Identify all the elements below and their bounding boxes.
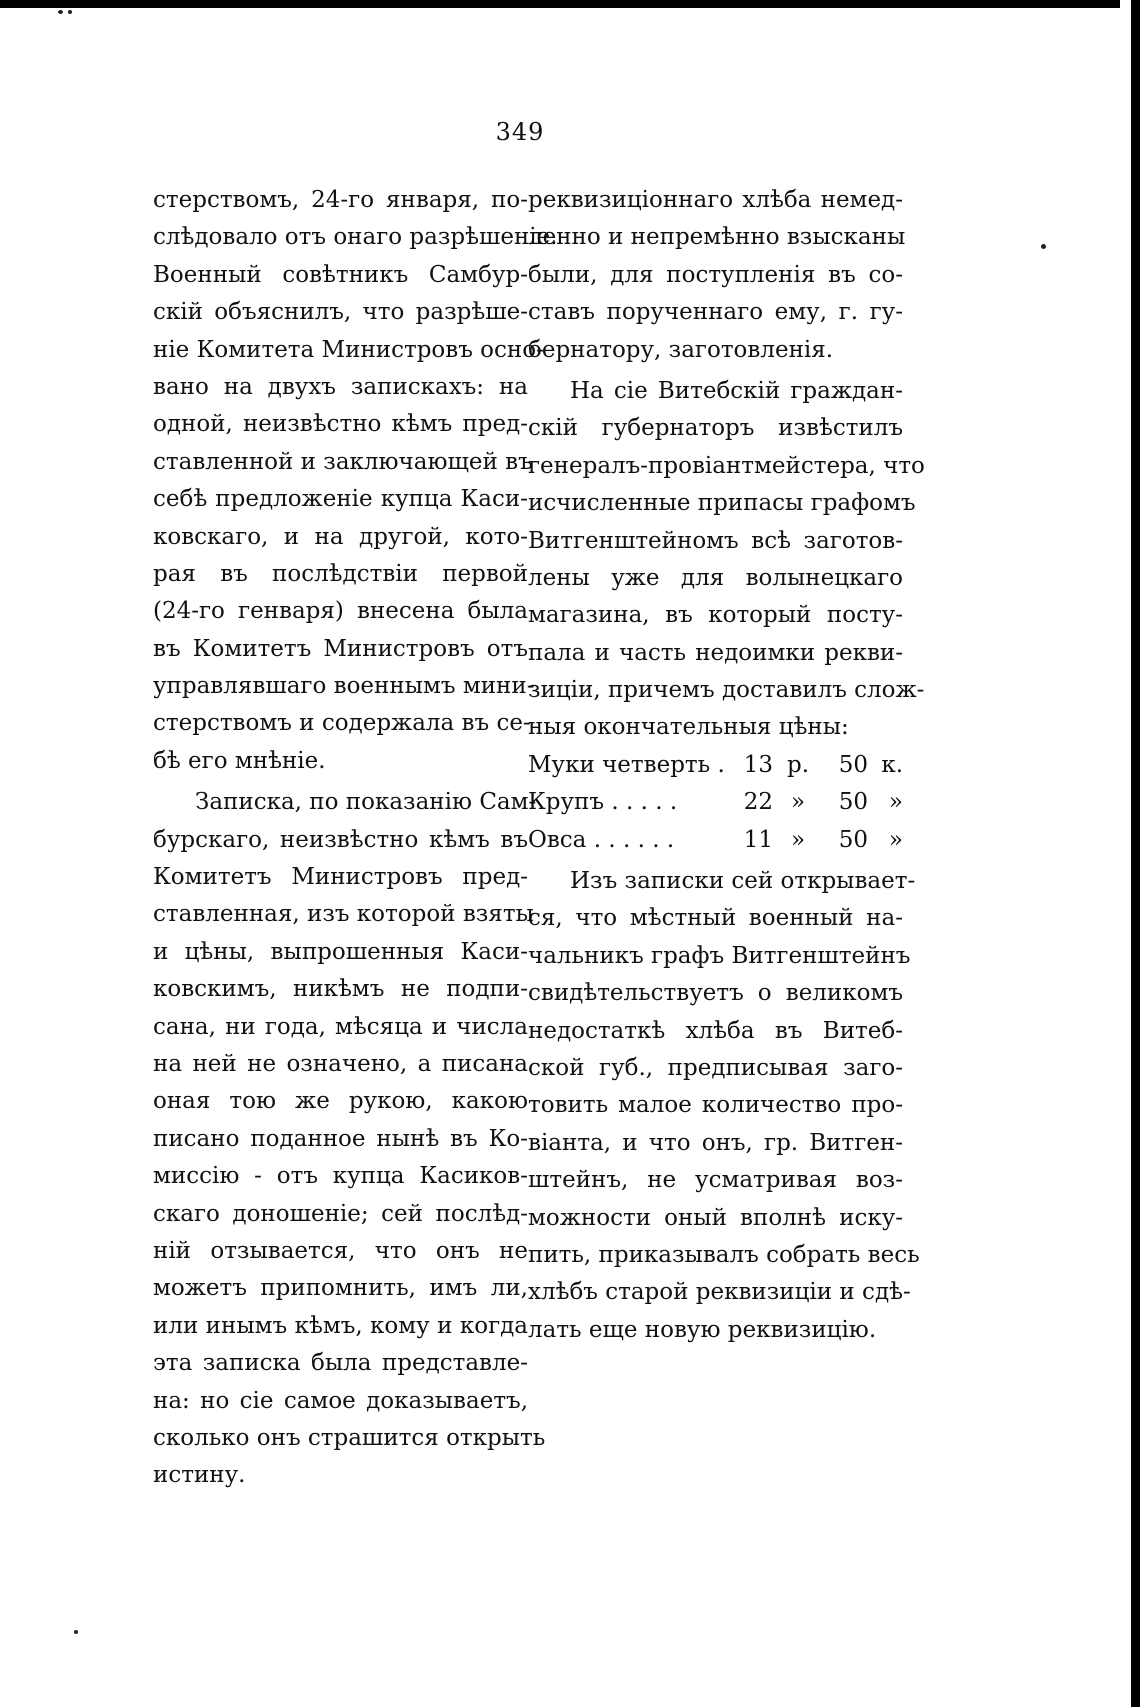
text-line: ній отзывается, что онъ не bbox=[153, 1237, 528, 1264]
text-line: на ней не означено, а писана bbox=[153, 1050, 528, 1077]
text-line: свидѣтельствуетъ о великомъ bbox=[528, 980, 903, 1007]
text-line: истину. bbox=[153, 1462, 246, 1489]
text-line: стерствомъ и содержала въ се- bbox=[153, 710, 531, 737]
text-line: зиціи, причемъ доставилъ слож- bbox=[528, 677, 925, 704]
right-column bbox=[528, 182, 925, 1349]
text-line: недостаткѣ хлѣба въ Витеб- bbox=[528, 1017, 903, 1044]
price-unit2: к. bbox=[881, 751, 903, 778]
price-unit2: » bbox=[888, 789, 903, 816]
text-line: управлявшаго военнымъ мини- bbox=[153, 673, 535, 700]
text-line: на: но сіе самое доказываетъ, bbox=[153, 1387, 528, 1414]
text-line: скаго доношеніе; сей послѣд- bbox=[153, 1200, 528, 1227]
text-line: Витгенштейномъ всѣ заготов- bbox=[528, 527, 903, 554]
text-line: ставленной и заключающей въ bbox=[153, 448, 533, 475]
text-line: лать еще новую реквизицію. bbox=[528, 1316, 877, 1343]
text-line: можности оный вполнѣ иску- bbox=[528, 1204, 903, 1231]
paragraph bbox=[153, 784, 546, 1494]
price-item: Крупъ . . . . . bbox=[528, 789, 678, 816]
text-line: ся, что мѣстный военный на- bbox=[528, 905, 903, 932]
paragraph bbox=[528, 182, 906, 369]
text-line: реквизиціоннаго хлѣба немед- bbox=[528, 187, 903, 213]
scan-speck bbox=[58, 10, 63, 14]
text-line: бурскаго, неизвѣстно кѣмъ въ bbox=[153, 826, 528, 853]
text-line: ской губ., предписывая заго- bbox=[528, 1054, 903, 1081]
text-line: ныя окончательныя цѣны: bbox=[528, 714, 849, 741]
text-line: бернатору, заготовленія. bbox=[528, 336, 834, 363]
text-line: чальникъ графъ Витгенштейнъ bbox=[528, 942, 911, 969]
text-line: одной, неизвѣстно кѣмъ пред- bbox=[153, 411, 528, 438]
price-kop: 50 bbox=[838, 751, 868, 778]
price-kop: 50 bbox=[838, 789, 868, 816]
text-line: ставленная, изъ которой взяты bbox=[153, 901, 534, 928]
price-unit1: » bbox=[790, 826, 806, 853]
text-line: сколько онъ страшится открыть bbox=[153, 1424, 546, 1451]
text-line: ковскаго, и на другой, кото- bbox=[153, 523, 528, 550]
price-item: Муки четверть . bbox=[528, 751, 725, 778]
text-line: хлѣбъ старой реквизиціи и сдѣ- bbox=[528, 1279, 911, 1306]
text-line: віанта, и что онъ, гр. Витген- bbox=[528, 1129, 903, 1156]
text-line: сана, ни года, мѣсяца и числа bbox=[153, 1013, 528, 1040]
text-line: (24-го генваря) внесена была bbox=[153, 598, 528, 625]
text-line: оная тою же рукою, какою bbox=[153, 1088, 528, 1115]
text-line: Военный совѣтникъ Самбур- bbox=[153, 261, 528, 288]
price-unit1: р. bbox=[786, 751, 810, 778]
paragraph bbox=[528, 373, 925, 747]
scan-speck bbox=[68, 10, 72, 14]
price-row bbox=[528, 747, 903, 784]
text-line: писано поданное нынѣ въ Ко- bbox=[153, 1125, 528, 1152]
text-line: скій объяснилъ, что разрѣше- bbox=[153, 299, 528, 326]
text-line: магазина, въ который посту- bbox=[528, 602, 903, 629]
text-line: На сіе Витебскій граждан- bbox=[570, 377, 903, 404]
scan-speck bbox=[1041, 244, 1046, 249]
text-line: себѣ предложеніе купца Каси- bbox=[153, 486, 528, 513]
price-item: Овса . . . . . . bbox=[528, 826, 675, 853]
page-number: 349 bbox=[495, 118, 545, 146]
right-page-edge bbox=[1131, 0, 1140, 1707]
price-kop: 50 bbox=[838, 826, 868, 853]
text-line: генералъ-провіантмейстера, что bbox=[528, 452, 925, 479]
text-line: скій губернаторъ извѣстилъ bbox=[528, 415, 903, 442]
text-line: Изъ записки сей открывает- bbox=[570, 868, 916, 895]
text-line: ставъ порученнаго ему, г. гу- bbox=[528, 299, 903, 326]
price-rub: 11 bbox=[743, 826, 773, 853]
text-line: Записка, по показанію Сам- bbox=[195, 789, 537, 816]
paragraph bbox=[528, 863, 920, 1349]
text-line: въ Комитетъ Министровъ отъ bbox=[153, 635, 528, 662]
text-line: были, для поступленія въ со- bbox=[528, 261, 903, 288]
price-row bbox=[528, 784, 903, 821]
text-line: можетъ припомнить, имъ ли, bbox=[153, 1275, 528, 1302]
price-rub: 13 bbox=[743, 751, 773, 778]
text-line: лены уже для волынецкаго bbox=[528, 564, 903, 591]
text-line: или инымъ кѣмъ, кому и когда bbox=[153, 1312, 528, 1339]
text-line: эта записка была представле- bbox=[153, 1350, 528, 1377]
text-line: рая въ послѣдствіи первой bbox=[153, 560, 528, 587]
price-unit2: » bbox=[888, 826, 903, 853]
price-row bbox=[528, 822, 903, 859]
text-line: миссію - отъ купца Касиков- bbox=[153, 1163, 528, 1190]
text-line: слѣдовало отъ онаго разрѣшеніе. bbox=[153, 224, 558, 251]
text-line: вано на двухъ запискахъ: на bbox=[153, 373, 528, 400]
text-line: ленно и непремѣнно взысканы bbox=[528, 224, 906, 251]
price-list bbox=[528, 747, 903, 859]
text-line: бѣ его мнѣніе. bbox=[153, 747, 326, 774]
text-line: стерствомъ, 24-го января, по- bbox=[153, 187, 528, 213]
text-line: ніе Комитета Министровъ осно- bbox=[153, 336, 544, 363]
text-line: и цѣны, выпрошенныя Каси- bbox=[153, 938, 528, 965]
text-line: исчисленные припасы графомъ bbox=[528, 490, 916, 517]
left-column bbox=[153, 182, 558, 1495]
price-rub: 22 bbox=[743, 789, 773, 816]
top-border-rule bbox=[0, 0, 1120, 8]
scan-speck bbox=[74, 1630, 78, 1634]
text-line: товить малое количество про- bbox=[528, 1092, 903, 1119]
paragraph bbox=[153, 182, 558, 780]
text-line: ковскимъ, никѣмъ не подпи- bbox=[153, 976, 528, 1003]
text-line: штейнъ, не усматривая воз- bbox=[528, 1167, 903, 1194]
text-line: Комитетъ Министровъ пред- bbox=[153, 864, 528, 891]
text-line: пала и часть недоимки рекви- bbox=[528, 639, 903, 666]
text-line: пить, приказывалъ собрать весь bbox=[528, 1241, 920, 1268]
price-unit1: » bbox=[790, 789, 806, 816]
